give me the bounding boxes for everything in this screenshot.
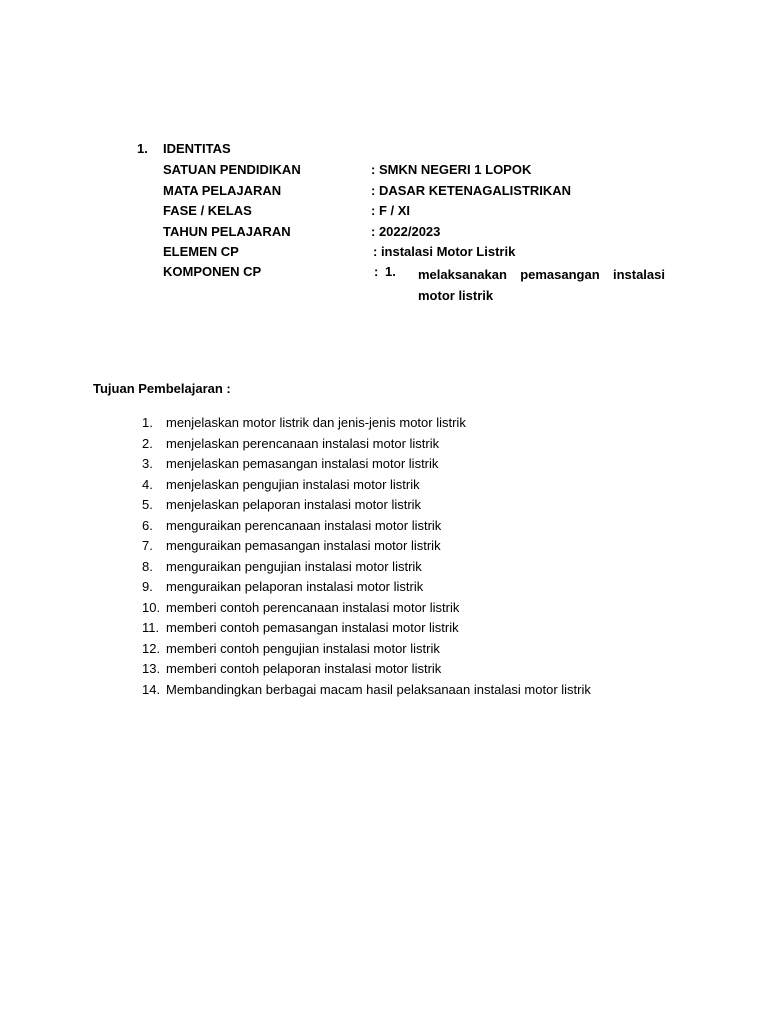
list-item xyxy=(142,477,702,498)
identity-value: : SMKN NEGERI 1 LOPOK xyxy=(371,162,532,177)
item-text: memberi contoh pelaporan instalasi motor listrik xyxy=(166,661,442,676)
section-title: IDENTITAS xyxy=(163,141,231,156)
item-text: menjelaskan pelaporan instalasi motor listrik xyxy=(166,497,422,512)
item-text: menjelaskan pengujian instalasi motor listrik xyxy=(166,476,420,492)
list-item xyxy=(142,682,702,703)
item-number: 1. xyxy=(142,415,153,430)
list-item xyxy=(142,518,702,539)
list-item xyxy=(142,415,702,436)
identity-row xyxy=(163,224,683,245)
identity-row xyxy=(163,162,683,183)
item-number: 10. xyxy=(142,599,161,615)
list-item xyxy=(142,497,702,518)
identity-row xyxy=(163,244,683,265)
komponen-number: 1. xyxy=(385,264,396,279)
item-text: memberi contoh pengujian instalasi motor listrik xyxy=(166,640,440,656)
item-text: menjelaskan pemasangan instalasi motor listrik xyxy=(166,456,439,471)
item-number: 11. xyxy=(142,620,160,635)
list-item xyxy=(142,559,702,580)
item-text: Membandingkan berbagai macam hasil pelaksanaan instalasi motor listrik xyxy=(166,681,591,697)
identity-table xyxy=(163,162,683,265)
item-number: 2. xyxy=(142,435,153,451)
identity-row xyxy=(163,203,683,224)
list-item xyxy=(142,600,702,621)
list-item xyxy=(142,579,702,600)
item-text: menguraikan perencanaan instalasi motor listrik xyxy=(166,517,442,533)
tujuan-heading: Tujuan Pembelajaran : xyxy=(93,381,231,396)
tujuan-list xyxy=(142,415,702,702)
item-number: 13. xyxy=(142,661,161,676)
komponen-text: melaksanakan pemasangan instalasi motor listrik xyxy=(418,267,665,303)
item-number: 4. xyxy=(142,476,153,492)
list-item xyxy=(142,456,702,477)
item-number: 6. xyxy=(142,517,153,533)
identity-label: ELEMEN CP xyxy=(163,244,239,259)
identity-row xyxy=(163,183,683,204)
item-text: menguraikan pelaporan instalasi motor listrik xyxy=(166,579,424,594)
item-number: 5. xyxy=(142,497,153,512)
list-item xyxy=(142,538,702,559)
item-number: 9. xyxy=(142,579,153,594)
item-number: 8. xyxy=(142,558,153,574)
identity-value: : instalasi Motor Listrik xyxy=(373,244,516,259)
item-text: menjelaskan perencanaan instalasi motor listrik xyxy=(166,435,440,451)
list-item xyxy=(142,436,702,457)
identity-value: : DASAR KETENAGALISTRIKAN xyxy=(371,182,572,198)
section-number: 1. xyxy=(137,141,148,156)
item-text: memberi contoh pemasangan instalasi motor listrik xyxy=(166,620,459,635)
item-text: menguraikan pemasangan instalasi motor listrik xyxy=(166,538,441,553)
item-number: 7. xyxy=(142,538,153,553)
komponen-colon: : xyxy=(374,264,379,279)
section-heading-identitas xyxy=(137,141,231,157)
identity-value: : 2022/2023 xyxy=(371,223,441,239)
list-item xyxy=(142,641,702,662)
list-item xyxy=(142,661,702,682)
list-item xyxy=(142,620,702,641)
item-text: menguraikan pengujian instalasi motor listrik xyxy=(166,558,422,574)
item-number: 12. xyxy=(142,640,161,656)
identity-value: : F / XI xyxy=(371,203,410,218)
item-text: memberi contoh perencanaan instalasi motor listrik xyxy=(166,599,460,615)
item-number: 14. xyxy=(142,681,161,697)
identity-label: MATA PELAJARAN xyxy=(163,182,282,198)
identity-label: SATUAN PENDIDIKAN xyxy=(163,162,301,177)
item-text: menjelaskan motor listrik dan jenis-jenis motor listrik xyxy=(166,415,466,430)
item-number: 3. xyxy=(142,456,153,471)
komponen-label: KOMPONEN CP xyxy=(163,264,262,279)
identity-label: FASE / KELAS xyxy=(163,203,252,218)
identity-label: TAHUN PELAJARAN xyxy=(163,223,291,239)
